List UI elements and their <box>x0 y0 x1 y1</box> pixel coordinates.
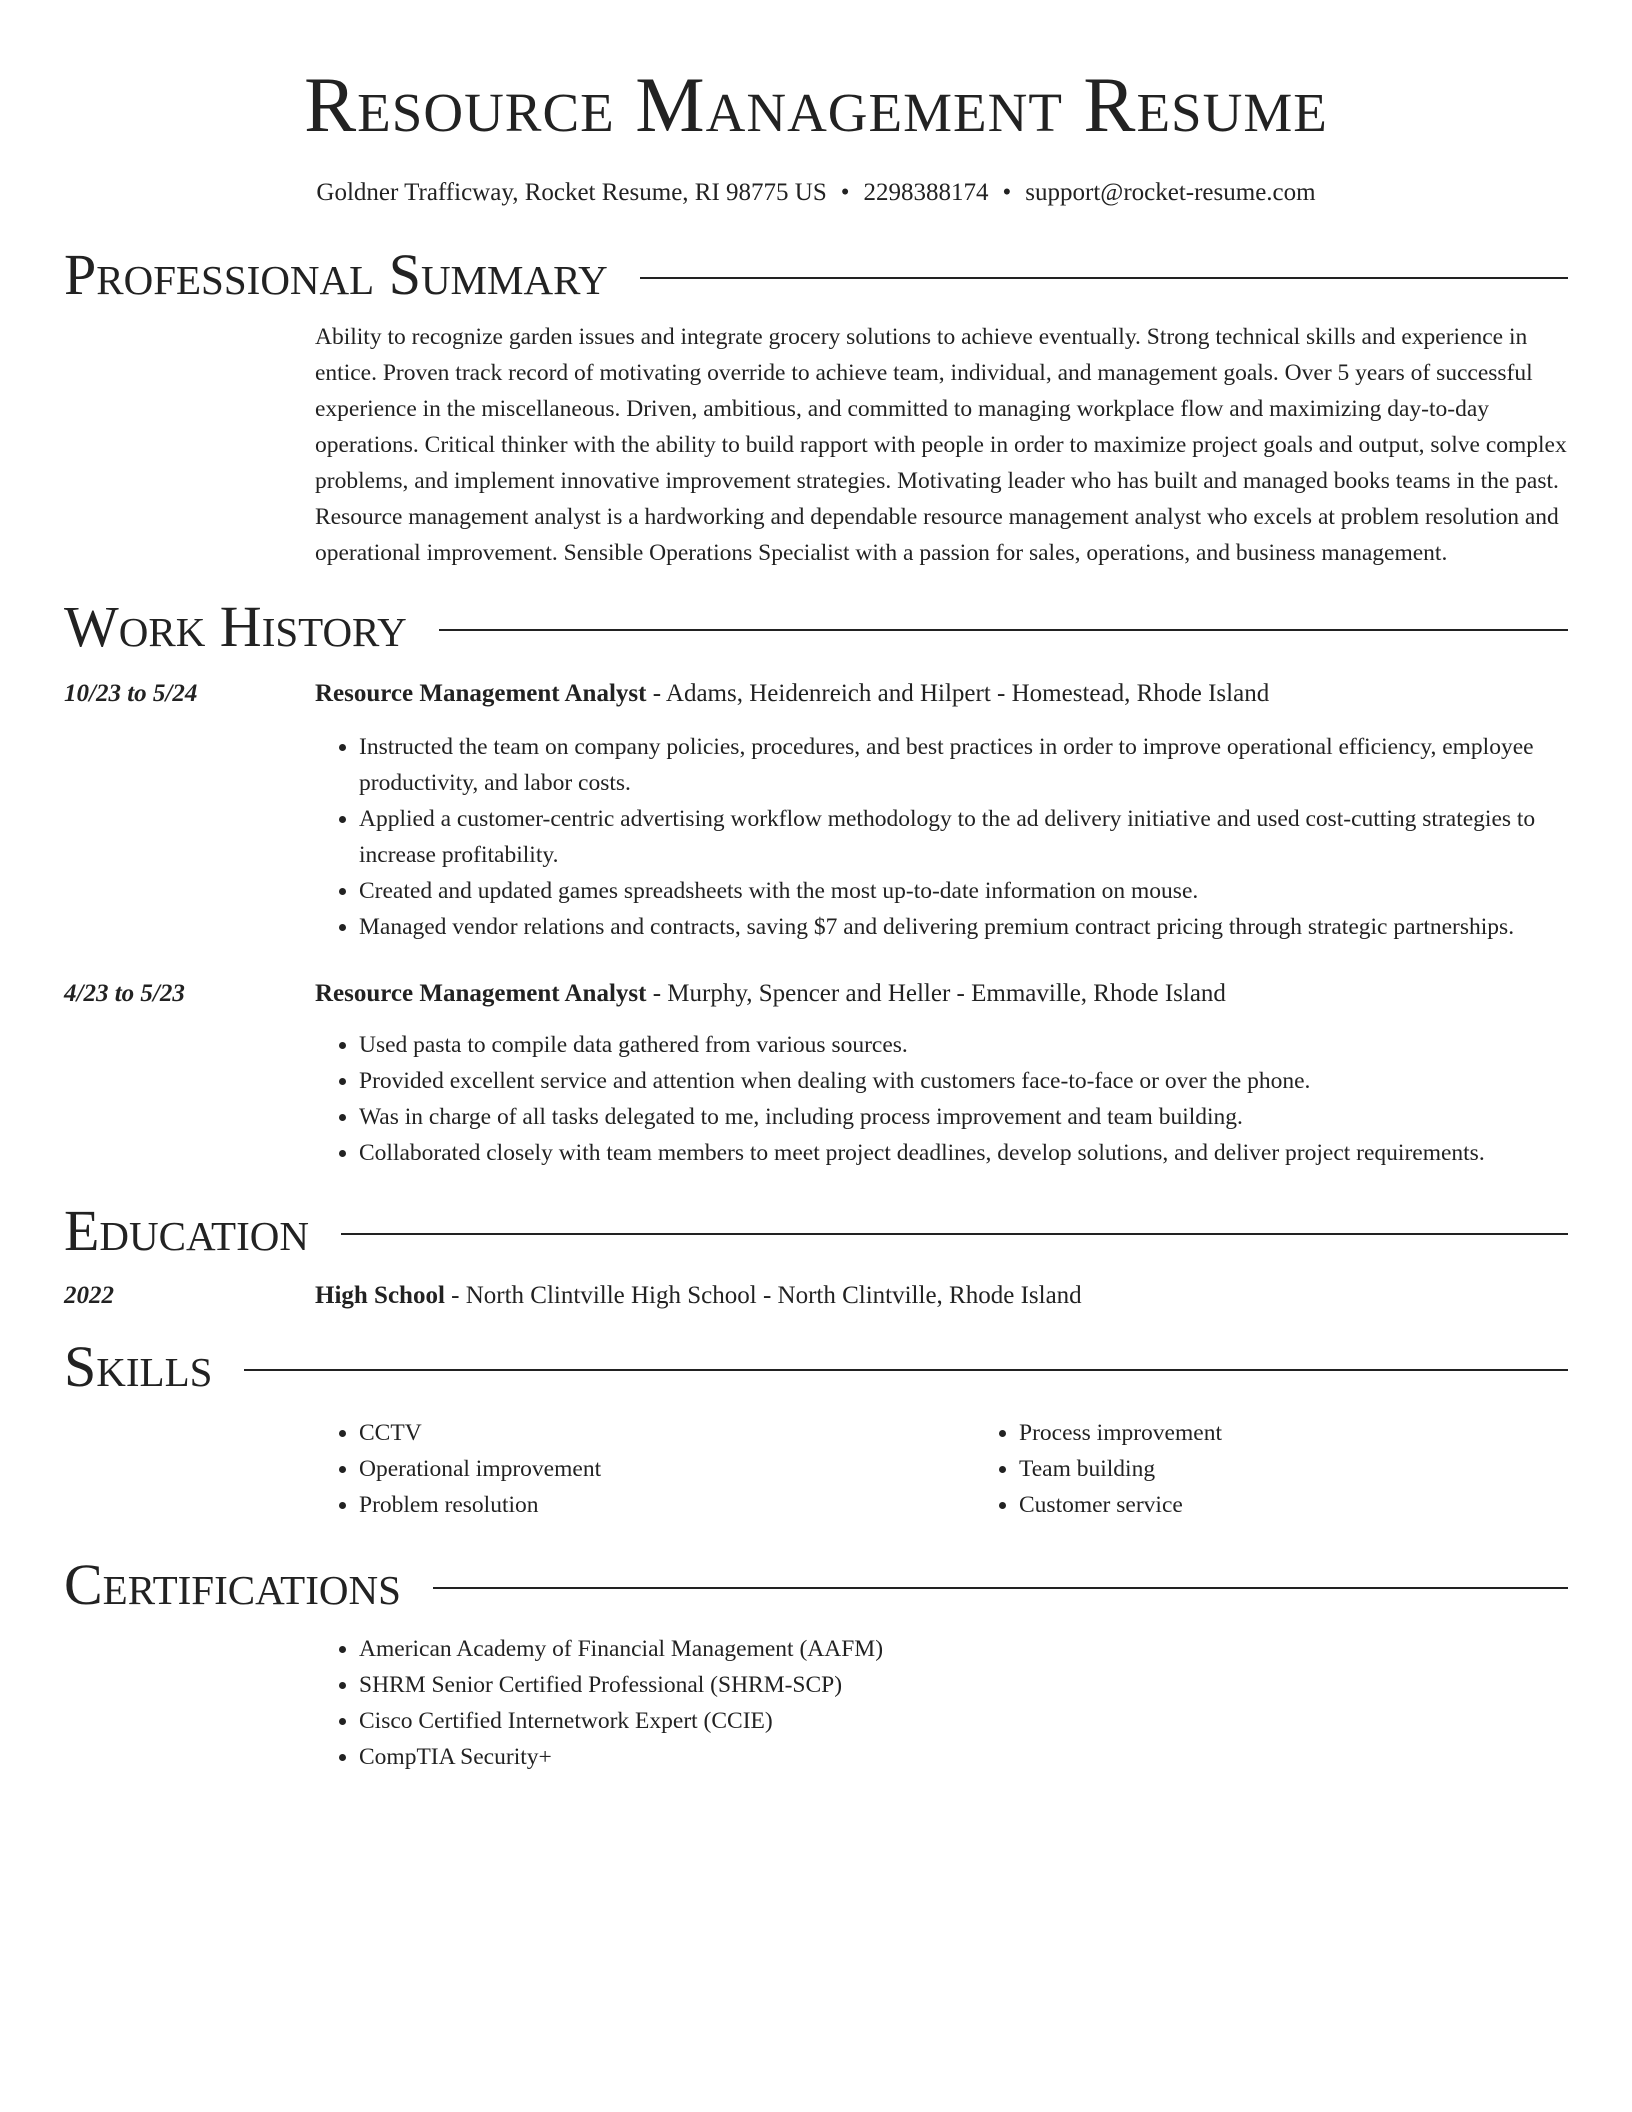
job-details: - Adams, Heidenreich and Hilpert - Homestead, Rhode Island <box>646 680 1270 707</box>
work-heading: Work History <box>64 594 407 659</box>
contact-email: support@rocket-resume.com <box>1025 179 1316 206</box>
resume-page <box>64 0 1568 1775</box>
education-degree: High School <box>315 1282 445 1309</box>
job-bullet: • Used pasta to compile data gathered from various sources. <box>359 1027 1568 1063</box>
job-title: Resource Management Analyst <box>315 680 647 707</box>
section-divider <box>244 1369 1568 1371</box>
job-entry <box>64 677 1568 945</box>
summary-heading: Professional Summary <box>64 242 608 307</box>
certification-item: • SHRM Senior Certified Professional (SHRM-SCP) <box>359 1667 1568 1703</box>
contact-line <box>64 178 1568 208</box>
contact-separator: • <box>1002 179 1012 206</box>
job-bullet: • Created and updated games spreadsheets with the most up-to-date information on mouse. <box>359 873 1568 909</box>
education-section-heading <box>64 1199 1568 1263</box>
summary-row <box>64 319 1568 571</box>
contact-address: Goldner Trafficway, Rocket Resume, RI 98775 US <box>316 179 827 206</box>
summary-section-heading <box>64 243 1568 307</box>
certifications-row <box>64 1631 1568 1775</box>
job-bullet: • Provided excellent service and attention when dealing with customers face-to-face or over the phone. <box>359 1063 1568 1099</box>
education-year: 2022 <box>64 1282 114 1309</box>
skills-list-right <box>975 1415 1632 1523</box>
certifications-list <box>315 1631 1568 1775</box>
job-bullets <box>315 1027 1568 1171</box>
certification-item: • Cisco Certified Internetwork Expert (CCIE) <box>359 1703 1568 1739</box>
resume-title: Resource Management Resume <box>304 61 1328 148</box>
certification-item: • American Academy of Financial Management (AAFM) <box>359 1631 1568 1667</box>
section-divider <box>640 277 1568 279</box>
skill-item: • Process improvement <box>1019 1415 1632 1451</box>
certification-item: • CompTIA Security+ <box>359 1739 1568 1775</box>
education-heading: Education <box>64 1198 309 1263</box>
job-bullets <box>315 729 1568 945</box>
work-section-heading <box>64 595 1568 659</box>
education-entry <box>64 1279 1568 1313</box>
education-details: - North Clintville High School - North Clintville, Rhode Island <box>444 1282 1082 1309</box>
summary-text: Ability to recognize garden issues and integrate grocery solutions to achieve eventually. Strong technical skills and experience in entice. Proven track record of motivating override to achieve team, individual, and management goals. Over 5 years of successful experience in the miscellaneous. Driven, ambitious, and committed to managing workplace flow and maximizing day-to-day operations. Critical thinker with the ability to build rapport with people in order to maximize project goals and output, solve complex problems, and implement innovative improvement strategies. Motivating leader who has built and managed books teams in the past. Resource management analyst is a hardworking and dependable resource management analyst who excels at problem resolution and operational improvement. Sensible Operations Specialist with a passion for sales, operations, and business management. <box>315 324 1567 566</box>
job-dates: 10/23 to 5/24 <box>64 680 198 707</box>
job-bullet: • Applied a customer-centric advertising workflow methodology to the ad delivery initiative and used cost-cutting strategies to increase profitability. <box>359 801 1568 873</box>
job-heading <box>315 977 1568 1011</box>
section-divider <box>433 1587 1568 1589</box>
section-divider <box>341 1233 1568 1235</box>
contact-separator: • <box>840 179 850 206</box>
job-details: - Murphy, Spencer and Heller - Emmaville, Rhode Island <box>646 980 1226 1007</box>
job-bullet: • Was in charge of all tasks delegated to me, including process improvement and team building. <box>359 1099 1568 1135</box>
skill-item: • Problem resolution <box>359 1487 975 1523</box>
skills-row <box>64 1415 1568 1523</box>
job-title: Resource Management Analyst <box>315 980 647 1007</box>
skill-item: • Customer service <box>1019 1487 1632 1523</box>
skill-item: • Team building <box>1019 1451 1632 1487</box>
job-bullet: • Collaborated closely with team members to meet project deadlines, develop solutions, and deliver project requirements. <box>359 1135 1568 1171</box>
skill-item: • Operational improvement <box>359 1451 975 1487</box>
job-bullet: • Instructed the team on company policies, procedures, and best practices in order to improve operational efficiency, employee productivity, and labor costs. <box>359 729 1568 801</box>
certifications-heading: Certifications <box>64 1552 401 1617</box>
contact-phone: 2298388174 <box>863 179 989 206</box>
skills-section-heading <box>64 1335 1568 1399</box>
job-heading <box>315 677 1568 711</box>
skills-list-left <box>315 1415 975 1523</box>
skill-item: • CCTV <box>359 1415 975 1451</box>
job-entry <box>64 977 1568 1171</box>
certifications-section-heading <box>64 1553 1568 1617</box>
job-dates: 4/23 to 5/23 <box>64 980 185 1007</box>
skills-heading: Skills <box>64 1334 213 1399</box>
job-bullet: • Managed vendor relations and contracts, saving $7 and delivering premium contract pricing through strategic partnerships. <box>359 909 1568 945</box>
section-divider <box>439 629 1568 631</box>
education-heading-line <box>315 1279 1568 1313</box>
